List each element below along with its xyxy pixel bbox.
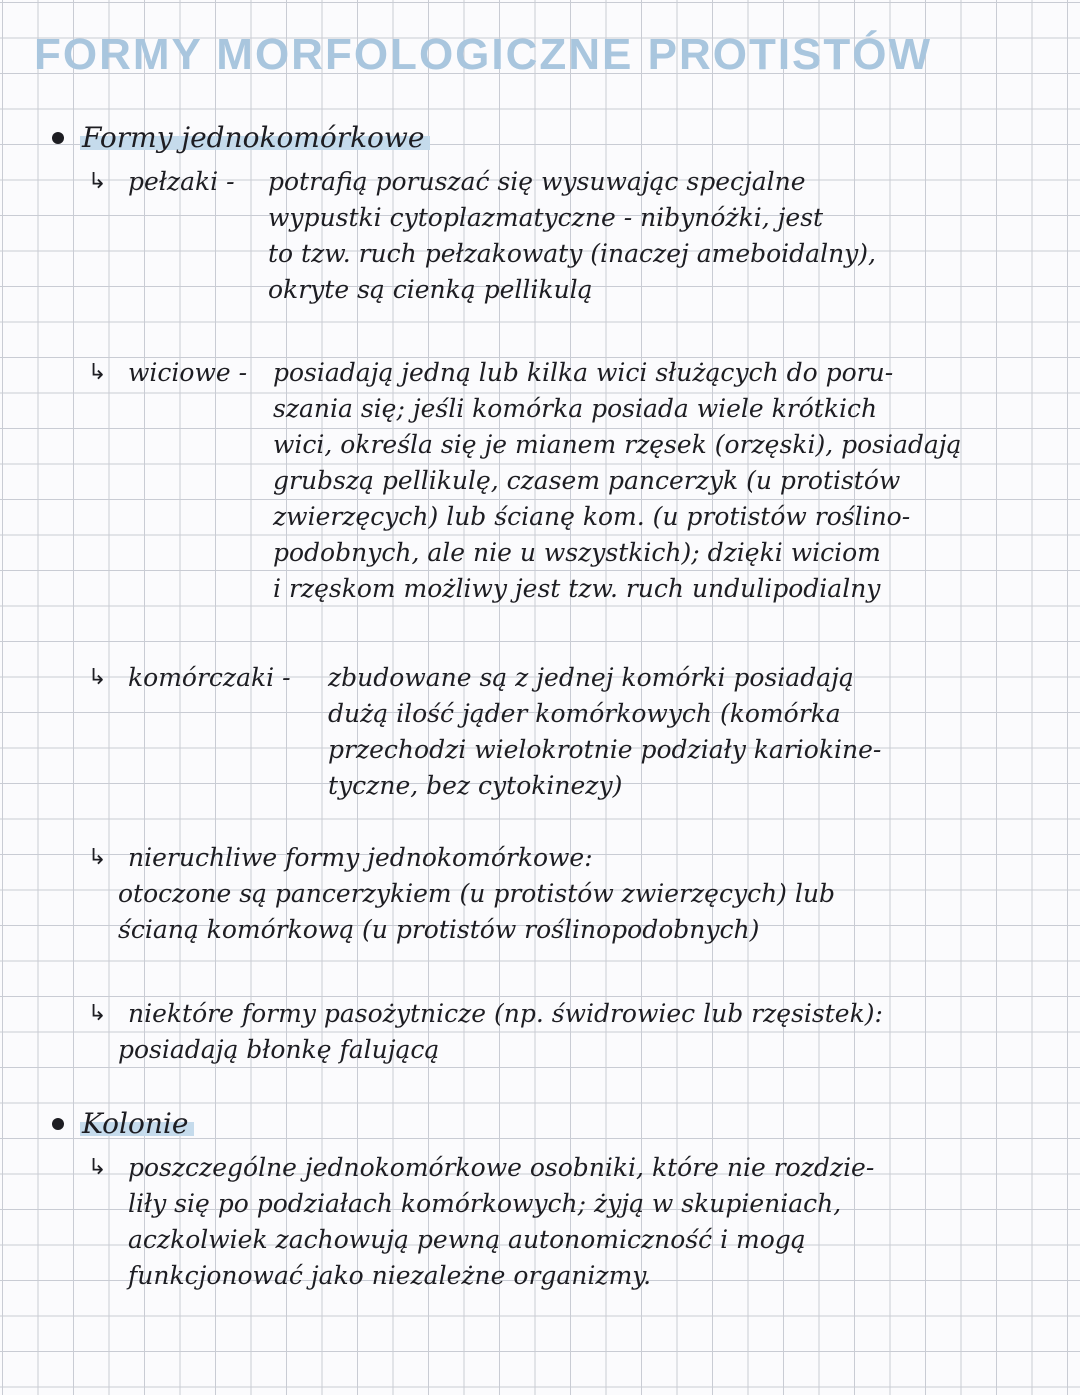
item-term: wiciowe - (128, 358, 248, 387)
section-heading-jednokomorkowe (80, 120, 430, 156)
item-term: komórczaki - (128, 663, 291, 692)
arrow-icon: ↳ (88, 1001, 107, 1026)
item-description: poszczególne jednokomórkowe osobniki, które nie rozdzie- liły się po podziałach komórkowych; żyją w skupieniach, aczkolwiek zachowują pewną autonomiczność i mogą funkcjonować jako niezależne organizmy. (128, 1153, 875, 1290)
section-bullet (52, 132, 64, 144)
item-description: otoczone są pancerzykiem (u protistów zwierzęcych) lub ścianą komórkową (u protistów roślinopodobnych) (118, 879, 835, 944)
page-title: FORMY MORFOLOGICZNE PROTISTÓW (34, 30, 933, 79)
item-term: pełzaki - (128, 167, 235, 196)
item-term: nieruchliwe formy jednokomórkowe: (128, 843, 593, 872)
arrow-icon: ↳ (88, 169, 107, 194)
section-heading-kolonie (80, 1106, 194, 1142)
arrow-icon: ↳ (88, 665, 107, 690)
heading-highlight: Kolonie (80, 1107, 194, 1140)
item-description: zbudowane są z jednej komórki posiadają dużą ilość jąder komórkowych (komórka przechodzi wielokrotnie podziały kariokine- tyczne, bez cytokinezy) (328, 663, 882, 800)
item-description: potrafią poruszać się wysuwając specjalne wypustki cytoplazmatyczne - nibynóżki, jest to tzw. ruch pełzakowaty (inaczej ameboidalny), okryte są cienką pellikulą (268, 167, 876, 304)
item-pasozytnicze (88, 996, 883, 1068)
item-komorczaki (88, 660, 881, 804)
item-wiciowe (88, 355, 961, 607)
item-kolonie (88, 1150, 874, 1294)
arrow-icon: ↳ (88, 845, 107, 870)
section-bullet (52, 1118, 64, 1130)
item-description: posiadają jedną lub kilka wici służących do poru- szania się; jeśli komórka posiada wiele krótkich wici, określa się je mianem rzęsek (orzęski), posiadają grubszą pellikulę, czasem pancerzyk (u protistów zwierzęcych) lub ścianę kom. (u protistów roślino- podobnych, ale nie u wszystkich); dzięki wiciom i rzęskom możliwy jest tzw. ruch undulipodialny (273, 358, 962, 603)
item-nieruchliwe (88, 840, 835, 948)
arrow-icon: ↳ (88, 1155, 107, 1180)
item-description: posiadają błonkę falującą (118, 1035, 440, 1064)
heading-highlight: Formy jednokomórkowe (80, 121, 430, 154)
arrow-icon: ↳ (88, 360, 107, 385)
item-term: niektóre formy pasożytnicze (np. świdrowiec lub rzęsistek): (128, 999, 883, 1028)
item-pelzaki (88, 164, 876, 308)
